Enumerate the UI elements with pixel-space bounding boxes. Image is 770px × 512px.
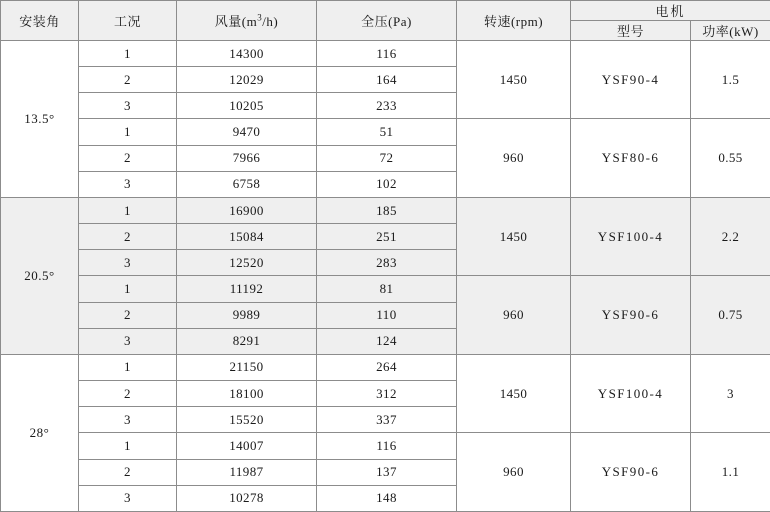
cell-pressure: 102 bbox=[317, 171, 457, 197]
cell-flow: 11192 bbox=[177, 276, 317, 302]
cell-pressure: 116 bbox=[317, 433, 457, 459]
cell-condition: 3 bbox=[79, 171, 177, 197]
cell-condition: 3 bbox=[79, 407, 177, 433]
cell-motor-model: YSF100-4 bbox=[571, 197, 691, 275]
cell-condition: 2 bbox=[79, 224, 177, 250]
cell-speed: 1450 bbox=[457, 41, 571, 119]
cell-condition: 1 bbox=[79, 197, 177, 223]
cell-motor-model: YSF90-6 bbox=[571, 433, 691, 512]
cell-condition: 1 bbox=[79, 119, 177, 145]
cell-flow: 9470 bbox=[177, 119, 317, 145]
cell-pressure: 251 bbox=[317, 224, 457, 250]
cell-flow: 9989 bbox=[177, 302, 317, 328]
cell-install-angle: 28° bbox=[1, 354, 79, 511]
header-angle: 安装角 bbox=[1, 1, 79, 41]
cell-condition: 3 bbox=[79, 328, 177, 354]
cell-pressure: 72 bbox=[317, 145, 457, 171]
header-speed: 转速(rpm) bbox=[457, 1, 571, 41]
cell-pressure: 264 bbox=[317, 354, 457, 380]
cell-condition: 2 bbox=[79, 302, 177, 328]
table-row bbox=[1, 276, 770, 302]
cell-motor-power: 2.2 bbox=[691, 197, 770, 275]
cell-flow: 12520 bbox=[177, 250, 317, 276]
cell-flow: 6758 bbox=[177, 171, 317, 197]
table-header bbox=[1, 1, 770, 41]
table-row bbox=[1, 119, 770, 145]
cell-motor-power: 3 bbox=[691, 354, 770, 432]
cell-motor-power: 1.5 bbox=[691, 41, 770, 119]
cell-condition: 1 bbox=[79, 433, 177, 459]
cell-flow: 12029 bbox=[177, 67, 317, 93]
cell-flow: 7966 bbox=[177, 145, 317, 171]
cell-pressure: 81 bbox=[317, 276, 457, 302]
cell-flow: 15084 bbox=[177, 224, 317, 250]
header-flow-exponent: 3 bbox=[257, 12, 263, 23]
cell-flow: 8291 bbox=[177, 328, 317, 354]
table-body bbox=[1, 41, 770, 512]
cell-condition: 2 bbox=[79, 145, 177, 171]
cell-speed: 960 bbox=[457, 276, 571, 354]
cell-motor-power: 1.1 bbox=[691, 433, 770, 512]
table-row bbox=[1, 41, 770, 67]
cell-flow: 16900 bbox=[177, 197, 317, 223]
cell-speed: 960 bbox=[457, 433, 571, 512]
header-condition: 工况 bbox=[79, 1, 177, 41]
cell-pressure: 51 bbox=[317, 119, 457, 145]
cell-install-angle: 13.5° bbox=[1, 41, 79, 198]
cell-pressure: 233 bbox=[317, 93, 457, 119]
cell-pressure: 110 bbox=[317, 302, 457, 328]
cell-flow: 18100 bbox=[177, 381, 317, 407]
cell-motor-power: 0.75 bbox=[691, 276, 770, 354]
header-pressure: 全压(Pa) bbox=[317, 1, 457, 41]
cell-motor-model: YSF90-6 bbox=[571, 276, 691, 354]
header-flow-tail: /h) bbox=[262, 14, 279, 29]
cell-speed: 1450 bbox=[457, 197, 571, 275]
cell-condition: 1 bbox=[79, 41, 177, 67]
cell-motor-model: YSF90-4 bbox=[571, 41, 691, 119]
header-motor-model: 型号 bbox=[571, 21, 691, 41]
cell-pressure: 185 bbox=[317, 197, 457, 223]
header-row-top bbox=[1, 1, 770, 21]
cell-condition: 3 bbox=[79, 93, 177, 119]
cell-condition: 1 bbox=[79, 276, 177, 302]
cell-pressure: 124 bbox=[317, 328, 457, 354]
cell-flow: 14007 bbox=[177, 433, 317, 459]
cell-pressure: 337 bbox=[317, 407, 457, 433]
cell-pressure: 148 bbox=[317, 485, 457, 511]
cell-condition: 3 bbox=[79, 250, 177, 276]
cell-flow: 14300 bbox=[177, 41, 317, 67]
cell-motor-model: YSF100-4 bbox=[571, 354, 691, 432]
header-flow bbox=[177, 1, 317, 41]
cell-flow: 11987 bbox=[177, 459, 317, 485]
header-motor: 电机 bbox=[571, 1, 770, 21]
cell-condition: 1 bbox=[79, 354, 177, 380]
cell-pressure: 283 bbox=[317, 250, 457, 276]
cell-pressure: 116 bbox=[317, 41, 457, 67]
cell-flow: 10278 bbox=[177, 485, 317, 511]
header-flow-text: 风量(m bbox=[214, 14, 258, 29]
cell-flow: 21150 bbox=[177, 354, 317, 380]
cell-condition: 2 bbox=[79, 459, 177, 485]
cell-motor-model: YSF80-6 bbox=[571, 119, 691, 197]
table-row bbox=[1, 197, 770, 223]
cell-pressure: 164 bbox=[317, 67, 457, 93]
table-row bbox=[1, 354, 770, 380]
cell-condition: 2 bbox=[79, 67, 177, 93]
cell-motor-power: 0.55 bbox=[691, 119, 770, 197]
cell-speed: 960 bbox=[457, 119, 571, 197]
cell-condition: 3 bbox=[79, 485, 177, 511]
cell-pressure: 312 bbox=[317, 381, 457, 407]
table-row bbox=[1, 433, 770, 459]
cell-install-angle: 20.5° bbox=[1, 197, 79, 354]
cell-flow: 15520 bbox=[177, 407, 317, 433]
cell-speed: 1450 bbox=[457, 354, 571, 432]
cell-flow: 10205 bbox=[177, 93, 317, 119]
header-motor-power: 功率(kW) bbox=[691, 21, 770, 41]
cell-pressure: 137 bbox=[317, 459, 457, 485]
cell-condition: 2 bbox=[79, 381, 177, 407]
